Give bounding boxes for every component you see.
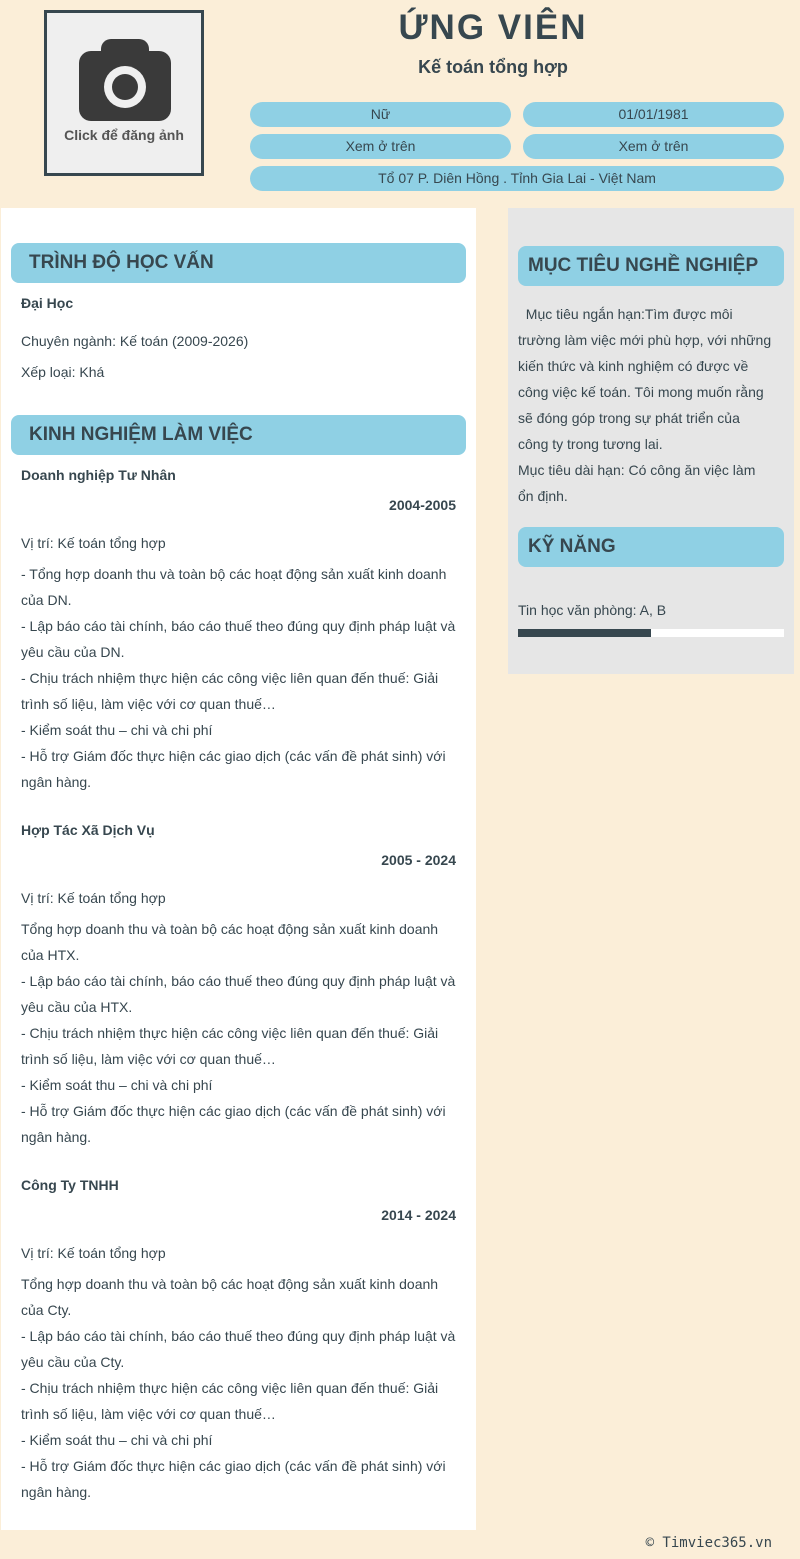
footer-credit: © Timviec365.vn: [645, 1535, 772, 1551]
education-grade[interactable]: Xếp loại: Khá: [21, 364, 105, 380]
job-company[interactable]: Công Ty TNHH: [21, 1177, 119, 1193]
job-role[interactable]: Vị trí: Kế toán tổng hợp: [21, 1245, 166, 1261]
job-duty: - Chịu trách nhiệm thực hiện các công việc liên quan đến thuế: Giải trình số liệu, làm việc với cơ quan thuế…: [21, 670, 439, 712]
job-duty: - Kiểm soát thu – chi và chi phí: [21, 722, 213, 738]
job-duties[interactable]: [21, 916, 456, 1150]
job-duty: - Kiểm soát thu – chi và chi phí: [21, 1432, 213, 1448]
gender-field[interactable]: Nữ: [250, 102, 511, 127]
main-column: [1, 208, 476, 1530]
job-duties[interactable]: [21, 561, 456, 795]
job-duty: - Tổng hợp doanh thu và toàn bộ các hoạt động sản xuất kinh doanh của DN.: [21, 566, 447, 608]
cv-header: [0, 0, 800, 208]
job-duty: - Kiểm soát thu – chi và chi phí: [21, 1077, 213, 1093]
camera-icon: [79, 37, 171, 121]
photo-upload[interactable]: [44, 10, 204, 176]
job-period[interactable]: 2014 - 2024: [381, 1207, 456, 1223]
email-field[interactable]: Xem ở trên: [523, 134, 784, 159]
candidate-name[interactable]: ỨNG VIÊN: [398, 8, 588, 47]
objective-heading: MỤC TIÊU NGHỀ NGHIỆP: [518, 246, 784, 286]
job-duty: - Lập báo cáo tài chính, báo cáo thuế theo đúng quy định pháp luật và yêu cầu của HTX.: [21, 973, 456, 1015]
job-duty: - Hỗ trợ Giám đốc thực hiện các giao dịch (các vấn đề phát sinh) với ngân hàng.: [21, 748, 446, 790]
job-duty: Tổng hợp doanh thu và toàn bộ các hoạt động sản xuất kinh doanh của HTX.: [21, 921, 439, 963]
job-period[interactable]: 2005 - 2024: [381, 852, 456, 868]
job-duties[interactable]: [21, 1271, 456, 1505]
phone-field[interactable]: Xem ở trên: [250, 134, 511, 159]
job-duty: Tổng hợp doanh thu và toàn bộ các hoạt động sản xuất kinh doanh của Cty.: [21, 1276, 439, 1318]
job-company[interactable]: Doanh nghiệp Tư Nhân: [21, 467, 176, 483]
job-duty: - Lập báo cáo tài chính, báo cáo thuế theo đúng quy định pháp luật và yêu cầu của Cty.: [21, 1328, 456, 1370]
skills-heading: KỸ NĂNG: [518, 527, 784, 567]
job-role[interactable]: Vị trí: Kế toán tổng hợp: [21, 535, 166, 551]
job-duty: - Lập báo cáo tài chính, báo cáo thuế theo đúng quy định pháp luật và yêu cầu của DN.: [21, 618, 456, 660]
objective-short-term[interactable]: Mục tiêu ngắn hạn:Tìm được môi trường làm việc mới phù hợp, với những kiến thức và kinh nghiệm có được về công việc kế toán. Tôi mong muốn rằng sẽ đóng góp trong sự phát triển của công ty trong tương lai.: [518, 306, 776, 452]
dob-field[interactable]: 01/01/1981: [523, 102, 784, 127]
photo-upload-label: Click để đăng ảnh: [64, 127, 184, 143]
job-company[interactable]: Hợp Tác Xã Dịch Vụ: [21, 822, 155, 838]
skill-level-fill: [518, 629, 651, 637]
candidate-position[interactable]: Kế toán tổng hợp: [418, 57, 568, 77]
education-heading: TRÌNH ĐỘ HỌC VẤN: [11, 243, 466, 283]
job-duty: - Hỗ trợ Giám đốc thực hiện các giao dịch (các vấn đề phát sinh) với ngân hàng.: [21, 1458, 446, 1500]
job-role[interactable]: Vị trí: Kế toán tổng hợp: [21, 890, 166, 906]
job-duty: - Hỗ trợ Giám đốc thực hiện các giao dịch (các vấn đề phát sinh) với ngân hàng.: [21, 1103, 446, 1145]
objective-long-term[interactable]: Mục tiêu dài hạn: Có công ăn việc làm ổn định.: [518, 462, 756, 504]
address-field[interactable]: Tổ 07 P. Diên Hồng . Tỉnh Gia Lai - Việt Nam: [250, 166, 784, 191]
job-duty: - Chịu trách nhiệm thực hiện các công việc liên quan đến thuế: Giải trình số liệu, làm việc với cơ quan thuế…: [21, 1025, 439, 1067]
education-school[interactable]: Đại Học: [21, 295, 74, 311]
job-period[interactable]: 2004-2005: [389, 497, 456, 513]
skill-level-bar: [518, 629, 784, 637]
sidebar-column: [508, 208, 794, 674]
skill-label[interactable]: Tin học văn phòng: A, B: [518, 602, 667, 618]
experience-heading: KINH NGHIỆM LÀM VIỆC: [11, 415, 466, 455]
job-duty: - Chịu trách nhiệm thực hiện các công việc liên quan đến thuế: Giải trình số liệu, làm việc với cơ quan thuế…: [21, 1380, 439, 1422]
education-major[interactable]: Chuyên ngành: Kế toán (2009-2026): [21, 333, 249, 349]
